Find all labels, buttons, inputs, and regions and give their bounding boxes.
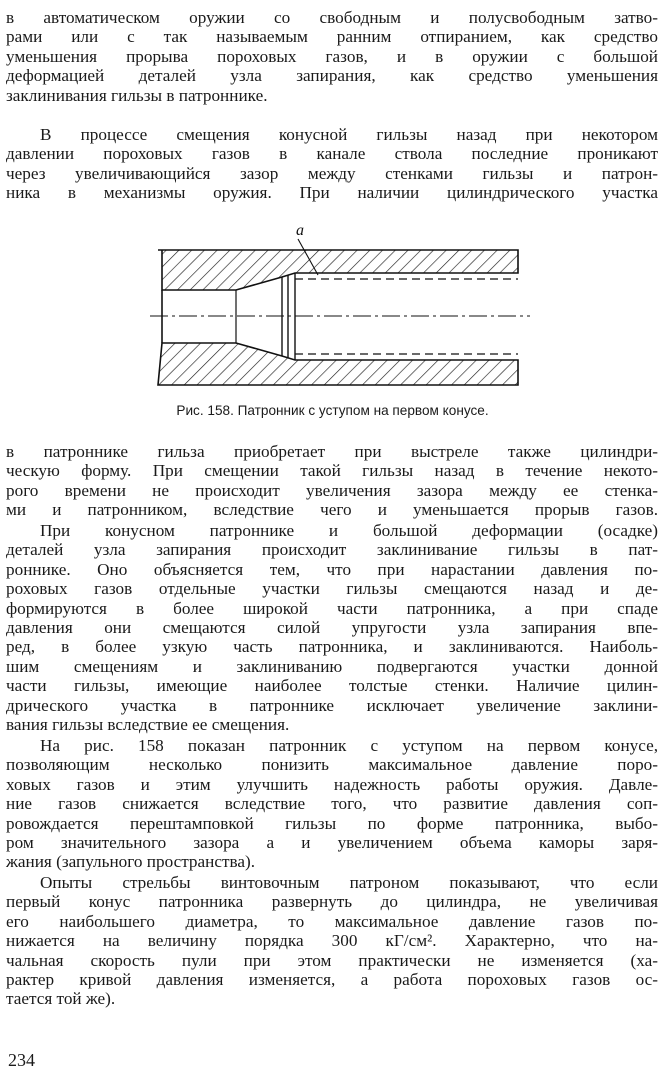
paragraph-gas-breakthrough [6,125,658,203]
paragraph-figure-158 [6,736,658,872]
text-line: деталей узла запирания происходит заклинивание гильзы в пат- [6,540,658,560]
text-line: ред, в более узкую часть патронника, и заклиниваются. Наиболь- [6,637,658,657]
text-line: формируются в более широкой части патронника, а при спаде [6,598,658,618]
text-line: дрического участка в патроннике исключает увеличение заклини- [6,695,658,715]
text-line: давлении пороховых газов в канале ствола последние проникают [6,144,658,164]
text-line: ровождается перештамповкой гильзы по форме патронника, выбо- [6,813,658,833]
text-line: ческую форму. При смещении такой гильзы назад в течение некото- [6,461,658,481]
text-line: Опыты стрельбы винтовочным патроном показывают, что если [40,873,658,892]
text-line: через увеличивающийся зазор между стенками гильзы и патрон- [6,163,658,183]
text-line: тается той же). [6,989,116,1009]
text-line: ховых газов и этим улучшить надежность работы оружия. Давле- [6,774,658,794]
text-line: позволяющим несколько понизить максимальное давление поро- [6,755,658,775]
text-line: в автоматическом оружии со свободным и полусвободным затво- [6,8,658,27]
text-line: части гильзы, имеющие наиболее толстые стенки. Наличие цилин- [6,676,658,696]
text-line: уменьшения прорыва пороховых газов, и в оружии с большой [6,46,658,66]
text-line: ми и патронником, вследствие чего и уменьшается прорыв газов. [6,500,658,520]
paragraph-cylindrical-section [6,442,658,520]
top-wall-section [158,250,518,290]
text-line: При конусном патроннике и большой деформации (осадке) [40,521,658,540]
text-line: деформацией деталей узла запирания, как средство уменьшения [6,66,658,86]
text-line: шим смещениям и заклиниванию подвергаются участки донной [6,656,658,676]
paragraph-experiments [6,873,658,1009]
paragraph-case-jamming [6,521,658,734]
bottom-wall-section [158,343,518,385]
text-line: вания гильзы вследствие ее смещения. [6,715,290,735]
text-line: первый конус патронника развернуть до цилиндра, не увеличивая [6,892,658,912]
text-line: жания (запульного пространства). [6,852,256,872]
text-line: ние газов снижается вследствие того, что развитие давления соп- [6,794,658,814]
text-line: его наибольшего диаметра, то максимальное давление газов по- [6,911,658,931]
figure-caption: Рис. 158. Патронник с уступом на первом конусе. [176,403,489,418]
text-line: В процессе смещения конусной гильзы назад при некотором [40,125,658,144]
paragraph-continuation [6,8,658,105]
text-line: На рис. 158 показан патронник с уступом на первом конусе, [40,736,658,755]
text-line: нижается на величину порядка 300 кГ/см². Характерно, что на- [6,931,658,951]
text-line: роховых газов отдельные участки гильзы смещаются назад и де- [6,579,658,599]
text-line: ром значительного зазора a и увеличением объема каморы заря- [6,833,658,853]
text-line: рами или с так называемым ранним отпиранием, как средство [6,27,658,47]
text-line: рактер кривой давления изменяется, а работа пороховых газов ос- [6,970,658,990]
text-line: рого времени не происходит увеличения зазора между ее стенка- [6,480,658,500]
text-line: в патроннике гильза приобретает при выстреле также цилиндри- [6,442,658,461]
text-line: давления они смещаются силой упругости узла запирания впе- [6,618,658,638]
page-number: 234 [8,1050,35,1070]
chamber-drawing [150,215,530,395]
text-line: чальная скорость пули при этом практически не изменяется (ха- [6,950,658,970]
gap-label: a [296,222,304,239]
text-line: заклинивания гильзы в патроннике. [6,85,268,105]
text-line: ника в механизмы оружия. При наличии цилиндрического участка [6,183,658,203]
text-line: роннике. Оно объясняется тем, что при нарастании давления по- [6,559,658,579]
